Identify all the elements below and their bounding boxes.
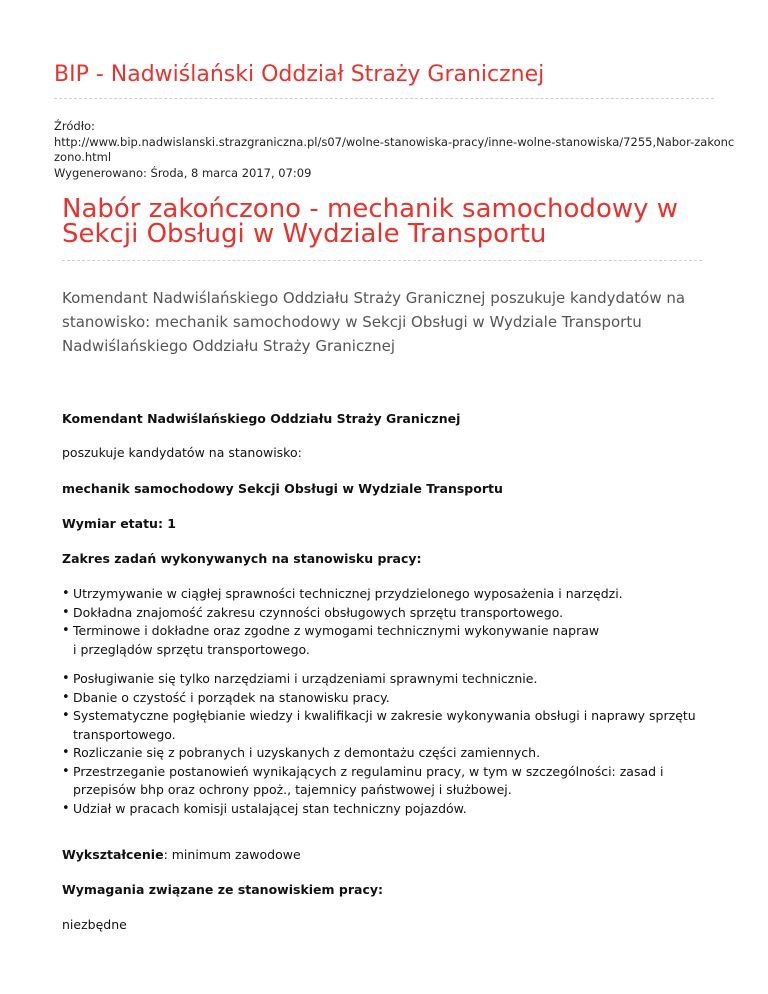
source-url[interactable]: http://www.bip.nadwislanski.strazgraniczna.pl/s07/wolne-stanowiska-pracy/inne-wolne-stanowiska/7255,Nabor-zakonc [54,134,735,149]
lead-line-2: stanowisko: mechanik samochodowy w Sekcji Obsługi w Wydziale Transportu [62,313,642,331]
duty-line-1: Terminowe i dokładne oraz zgodne z wymogami technicznymi wykonywanie napraw [73,623,600,638]
duties-list-b [62,670,712,818]
lead-line-3: Nadwiślańskiego Oddziału Straży Granicznej [62,337,395,355]
site-title: BIP - Nadwiślański Oddział Straży Granicznej [54,62,545,87]
list-item [62,622,712,659]
list-item: • Utrzymywanie w ciągłej sprawności technicznej przydzielonego wyposażenia i narzędzi. [62,585,712,604]
list-item: • Dbanie o czystość i porządek na stanowisku pracy. [62,689,712,708]
required-label: niezbędne [62,917,127,932]
source-label: Źródło: [54,119,95,133]
list-item [62,763,712,800]
generated-date: Wygenerowano: Środa, 8 marca 2017, 07:09 [54,165,312,180]
duties-heading: Zakres zadań wykonywanych na stanowisku pracy: [62,551,422,566]
duties-list-a [62,585,712,659]
seeks-text: poszukuje kandydatów na stanowisko: [62,445,302,460]
list-item: • Rozliczanie się z pobranych i uzyskanych z demontażu części zamiennych. [62,744,712,763]
title-divider [62,260,702,261]
fte-text: Wymiar etatu: 1 [62,516,177,531]
duty-line-1: Przestrzeganie postanowień wynikających z regulaminu pracy, w tym w szczególności: zasad i [73,763,664,779]
duty-line-2: transportowego. [73,726,176,742]
lead-line-1: Komendant Nadwiślańskiego Oddziału Straży Granicznej poszukuje kandydatów na [62,289,686,307]
duty-line-2: i przeglądów sprzętu transportowego. [73,641,310,657]
commander-heading: Komendant Nadwiślańskiego Oddziału Straży Granicznej [62,411,461,426]
duty-line-2: przepisów bhp oraz ochrony ppoż., tajemnicy państwowej i służbowej. [73,782,512,797]
article-title-line-2: Sekcji Obsługi w Wydziale Transportu [62,219,547,249]
article-lead [62,286,702,358]
list-item [62,707,712,744]
source-meta [54,119,735,181]
position-name: mechanik samochodowy Sekcji Obsługi w Wydziale Transportu [62,481,503,496]
requirements-heading: Wymagania związane ze stanowiskiem pracy: [62,882,384,897]
list-item: • Posługiwanie się tylko narzędziami i urządzeniami sprawnymi technicznie. [62,670,712,689]
education-value: : minimum zawodowe [163,847,301,862]
list-item: • Udział w pracach komisji ustalającej stan techniczny pojazdów. [62,800,712,819]
duty-line-1: Systematyczne pogłębianie wiedzy i kwalifikacji w zakresie wykonywania obsługi i naprawy sprzętu [73,708,696,723]
education-text [62,846,301,864]
source-url-continued[interactable]: zono.html [54,150,112,164]
list-item: • Dokładna znajomość zakresu czynności obsługowych sprzętu transportowego. [62,604,712,623]
article-title [62,194,702,249]
header-divider [54,98,714,99]
education-label: Wykształcenie [62,847,164,862]
article-title-line-1: Nabór zakończono - mechanik samochodowy w [62,194,679,224]
